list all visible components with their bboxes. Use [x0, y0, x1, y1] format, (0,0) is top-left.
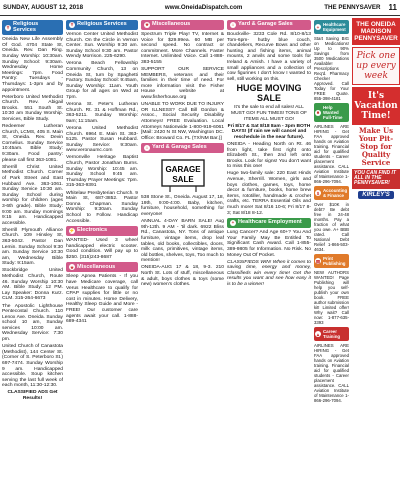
briefcase-icon: ■: [316, 110, 320, 115]
moving-sale-headline: HUGE MOVING SALE: [236, 83, 302, 103]
svg-text:SALE: SALE: [171, 175, 194, 185]
category-yard-2: ⌂ Yard & Garage Sales: [141, 143, 224, 153]
page-header: [0, 0, 400, 16]
listing: Spectrum Triple Play! TV, Internet & Voice for $29.99ea. 60 MB per second speed. No contract or commitment. More Channels. Faster Internet. Unlimited Voice. Call 1-888-383-5155: [141, 32, 224, 65]
svg-text:GARAGE: GARAGE: [164, 165, 201, 175]
listing: Verona United Methodist Church. 6964 E. Main St. 363-5125. Pastor Susan Hubbard. Sunday Service: 9:30am. www.veronaumc.com: [66, 126, 138, 154]
listing: ONEIDA-AUG 17 & 18, 9-3. 210 North St. Lots of stuff, miscellaneous & adult, boys clothes & toys (some new) women's clothes.: [141, 265, 224, 288]
listing: Stockbridge United Methodist Church, Route 46. Sunday Worship 10:30 AM. Bible Study: 12 PM. Lay Speaker: Donna Kurz. CLM. 315-264-6673: [2, 268, 63, 302]
promo-find-box: YOU CAN FIND IT ALL IN THE PENNYSAVER!: [352, 169, 400, 189]
graduation-cap-icon: ▲: [315, 331, 321, 337]
listing: NEW AUTHORS WANTED! Page Publishing will help you self-publish your own book. FREE author submission kit! Limited offer! Why wait? Call now: 1-877-635-3393: [314, 270, 349, 325]
plug-icon: ⚡: [69, 228, 75, 234]
promo-script: Pick one up every week: [356, 51, 396, 81]
header-site[interactable]: www.OneidaDispatch.com: [164, 4, 243, 11]
misc-icon: ★: [144, 22, 150, 28]
column-1: [2, 18, 63, 481]
listing: ONEIDA - Heading North on Rt. 46 from light, take first right onto Elizabeth St., then 2nd left onto Brooks. Look for signs! You don't want to miss this one!: [227, 141, 311, 170]
listing: Verona St. Peter's Lutheran Church. Rt. 31 & Hoffman Rd., 363-5211. Sunday Worship: 9am; 11:15am.: [66, 102, 138, 124]
listing: Oneida New Life Assembly Of God. 4704 State St, Oneida. Rev. Dan Ring. Sunday Worship: 10:30am. Sunday School: 9:30am. Wednesday Home Meetings: 7pm. Food Pantry: Tuesdays - Thursdays: 1-3pm and by appointment.: [2, 37, 63, 93]
category-yard: ⌂ Yard & Garage Sales: [227, 20, 311, 30]
category-career: ▲ Career Training: [314, 327, 349, 341]
listing: AIRLINES ARE HIRING - Get FAA approved hands on Aviation training. Financial aid for qualified students - Career placement assistance. CALL Aviation Institute of Maintenance 1-866-296-7094.: [314, 343, 349, 403]
listing: CLASSIFIEDS WIN! When it comes to saving time, energy and money, Classifieds win every time! Get the results you want and see how easy it is to be a winner!: [227, 259, 311, 287]
column-4: [227, 18, 311, 481]
category-printing: ▤ Print Publishing: [314, 254, 349, 268]
kirleys-logo: KIRLEY'S: [352, 191, 400, 199]
listing: Fri 8/17 & Sat 8/18 8am - 3pm BOTH DAYS! (If rain we will cancel and reschedule in the near future).: [227, 123, 311, 140]
listing: Vernon Center United Methodist Church. On the Circle in Vernon Center. Sun. Worship 9:30 am. Sunday School 9:30 am. Pastor Wendy Morrison. 225-6290.: [66, 32, 138, 60]
listing: Whitelaw Presbyterian Church. 9 Main St, 687-3852. Pastor Donna Chapman. Sunday Worship: 9:30am. Sunday School to Follow. Handicap Accessible.: [66, 190, 138, 224]
listing: Redeemer Lutheran Church, LCMS, 405 S. Main St, Oneida. Rev. Devin Cornelius. Sunday Service 10:45am. Bible Study: 9:30am. Food pantry: please call first 363-1081.: [2, 124, 63, 163]
category-misc-2: ★ Miscellaneous: [66, 262, 138, 272]
promo-vacation: It's Vacation Time!: [352, 87, 400, 125]
listing: Lung Cancer? And Age 60+? You And Your Family May Be Entitled To Significant Cash Award. Call 1-855-389-9805 for Information. No Risk. No Money Out Of Pocket.: [227, 230, 311, 258]
category-misc: ★ Miscellaneous: [141, 20, 224, 30]
header-section: THE PENNYSAVER: [324, 4, 381, 11]
listing: AIRLINES ARE HIRING - Get FAA approved hands on Aviation training. Financial aid for qualified students - Career placement assistance. CALL Aviation Institute of Maintenance 1-866-296-7094.: [314, 124, 349, 184]
listing: Sleep Apnea Patients - If you have Medicare coverage, call Verus Healthcare to qualify for CPAP supplies for little or no cost in minutes. Home Delivery, Healthy Sleep Guide and More - FREE! Our customer care agents await your call. 1-888-689-4341: [66, 274, 138, 325]
listing: ANNUAL 4-DAY BARN SALE! Aug 9th-12th. 9 AM - 'til dark. 6922 Bliss Rd., Canastota, NY. Tons of antique furniture, vintage items, drop leaf tables, old books, collectibles, doors, milk cans, primitives, vintage items, old bottles, shelves, toys, Too much to mention!: [141, 219, 224, 264]
listing: Bouckville- 3233 Cole Rd. 8/10-8/13 Tom-6pm- hutby blue couch, chandeliers, Recurve Bows and other hunting and fishing items, animal mounts, 2 anvils and some tools for Ireland & Amish. I have a variety of small appliances and a collection of cow figurines I don't know I wanted to sell, still working on this.: [227, 32, 311, 82]
listing: 538 Stone St., Oneida. August 17, 18, 19th, 9:00-4:00. Baby, kitchen, furniture, household, something for everyone!: [141, 195, 224, 218]
page-number: 11: [388, 3, 397, 12]
promo-card: [352, 47, 400, 85]
column-2: [66, 18, 138, 481]
category-healthcare-equipment: + Healthcare Equipment: [314, 20, 349, 34]
garage-sale-sign-icon: [141, 156, 224, 192]
listing: Sherrill Christ United Methodist Church. Corner of Park Street and East Hubbard Ave. 363-1061. Sunday Service 10:30 am. Sunday School during worship for children (ages 3-6th grade). Bible Study: 9:00 am. Sunday mornings 9:15 am. Handicapped accessible.: [2, 164, 63, 226]
column-3: [141, 18, 224, 481]
listing: UNABLE TO WORK DUE TO INJURY OR ILLNESS? Call Bill Gordon & Assoc., Social Security Disability Attorneys! FREE Evaluation. Local Attorneys Nationwide 1-800-919-6061 [Mail: 2420 N St NW, Washington DC. Office: Broward Co. FL (TX/NM Bar.)]: [141, 102, 224, 141]
header-date: SUNDAY, AUGUST 12, 2018: [3, 4, 84, 11]
column-5: [314, 18, 349, 481]
promo-pitstop: Make Us Your Pit-Stop for Quality Service: [358, 126, 394, 167]
category-religious-2: ✝ Religious Services: [66, 20, 138, 30]
listing: The Apostolic Lighthouse Pentecostal Church. 110 Lenox Ave. Oneida. Sunday school 10 am, Sunday services 10:00 am. Wednesday Service: 7:30 pm.: [2, 303, 63, 343]
listing: Huge two-family sale: 220 East Hinds Avenue, Sherrill. Women, girls and boys clothes, games, toys, home decor & furniture, books, home brew items, rototiller, handmade & crochet crafts, etc. TERRA Essential Oils and much more! Sat 8/16 10-6; Fri 8/17 8-3; Sat 8/18 8-12.: [227, 171, 311, 216]
listing: United Church of Canastota (Methodist), 144 Center St. (Corner of S. Peterboro St.) 697-7474. Sunday Worship 9 am. Handicapped accessible. Soup kitchen serving the last full week of each month, 11:30-12:30.: [2, 344, 63, 389]
pennysaver-promo: [352, 18, 400, 481]
dollar-icon: $: [316, 190, 320, 196]
category-religious: ✝ Religious Services: [2, 20, 63, 35]
medical-cross-icon: +: [316, 24, 320, 30]
medical-cross-icon: +: [231, 220, 235, 226]
listing: It's the sale to end all sales! ALL MUST GO! FUN TIMES! TONS OF ITEMS ALL MUST GO!: [231, 105, 307, 122]
house-icon: ⌂: [231, 22, 235, 28]
misc-icon: ★: [69, 264, 75, 270]
book-icon: ▤: [315, 258, 321, 264]
listing: Start Saving BIG on Medications! Up to 90% Savings from 3500 Medications Available! Prescriptions Req'd. Pharmacy Checker Approved. Call Today for Your FREE Quote. 855-398-4181: [314, 36, 349, 101]
listing: WANTED- Used 3 wheel handicapped electric scooter. Good condition. Will pay up to $250. (315)243-8687: [66, 238, 138, 260]
listing: SUPPORT OUR SERVICE MEMBERS, veterans and their families in their time of need. For more information visit the Fisher House website at www.fisherhouse.org: [141, 67, 224, 101]
category-help-wanted: ■ Help Wanted Full-Time: [314, 103, 349, 122]
church-icon: ✝: [70, 22, 74, 28]
category-accounting: $ Accounting & Finance: [314, 186, 349, 200]
listing: Sherrill Plymouth Alliance Church. 109 Hinsley St, 363-5042. Pastor Dan Lemin. Sunday School 9:30 am. Sunday Service 10:30 am, Wednesday Bible Study: 9:15am.: [2, 227, 63, 267]
listing: Verona Beach Fellowship Community Church, 13 on Oneida St, turn by Spaghetti Factory. Sunday School: 9:45am, Sunday Worship: 11am. Youth Group for all ages on Wed at 7pm.: [66, 61, 138, 101]
category-healthcare-employment: + Healthcare Employment: [227, 218, 311, 228]
church-icon: ✝: [6, 24, 10, 30]
listing: Over $10K in debt? Be debt free in 24-48 months. Pay a fraction of what you owe. A+ BBB rated. Call National Debt Relief 1-866-503-4634.: [314, 202, 349, 252]
classified-tagline: CLASSIFIED ADS Get Results!: [7, 390, 58, 401]
listing: Peterboro United Methodist Church. Rev. Abigail Brooks. 551 South St. 10:30 am Sunday Worship. Services, Bible Study.: [2, 94, 63, 122]
category-electronics: ⚡ Electronics: [66, 226, 138, 236]
listing: Vernonville Heritage Baptist Church, Pastor Jonathan Burns. Sunday Worship: 10:45 am. Sunday School 9:45 am. Thursday Prayer Meetings: 7pm. 315-363-9391: [66, 155, 138, 189]
promo-title: THE ONEIDA MADISON PENNYSAVER: [352, 18, 400, 45]
house-icon: ⌂: [145, 145, 149, 151]
